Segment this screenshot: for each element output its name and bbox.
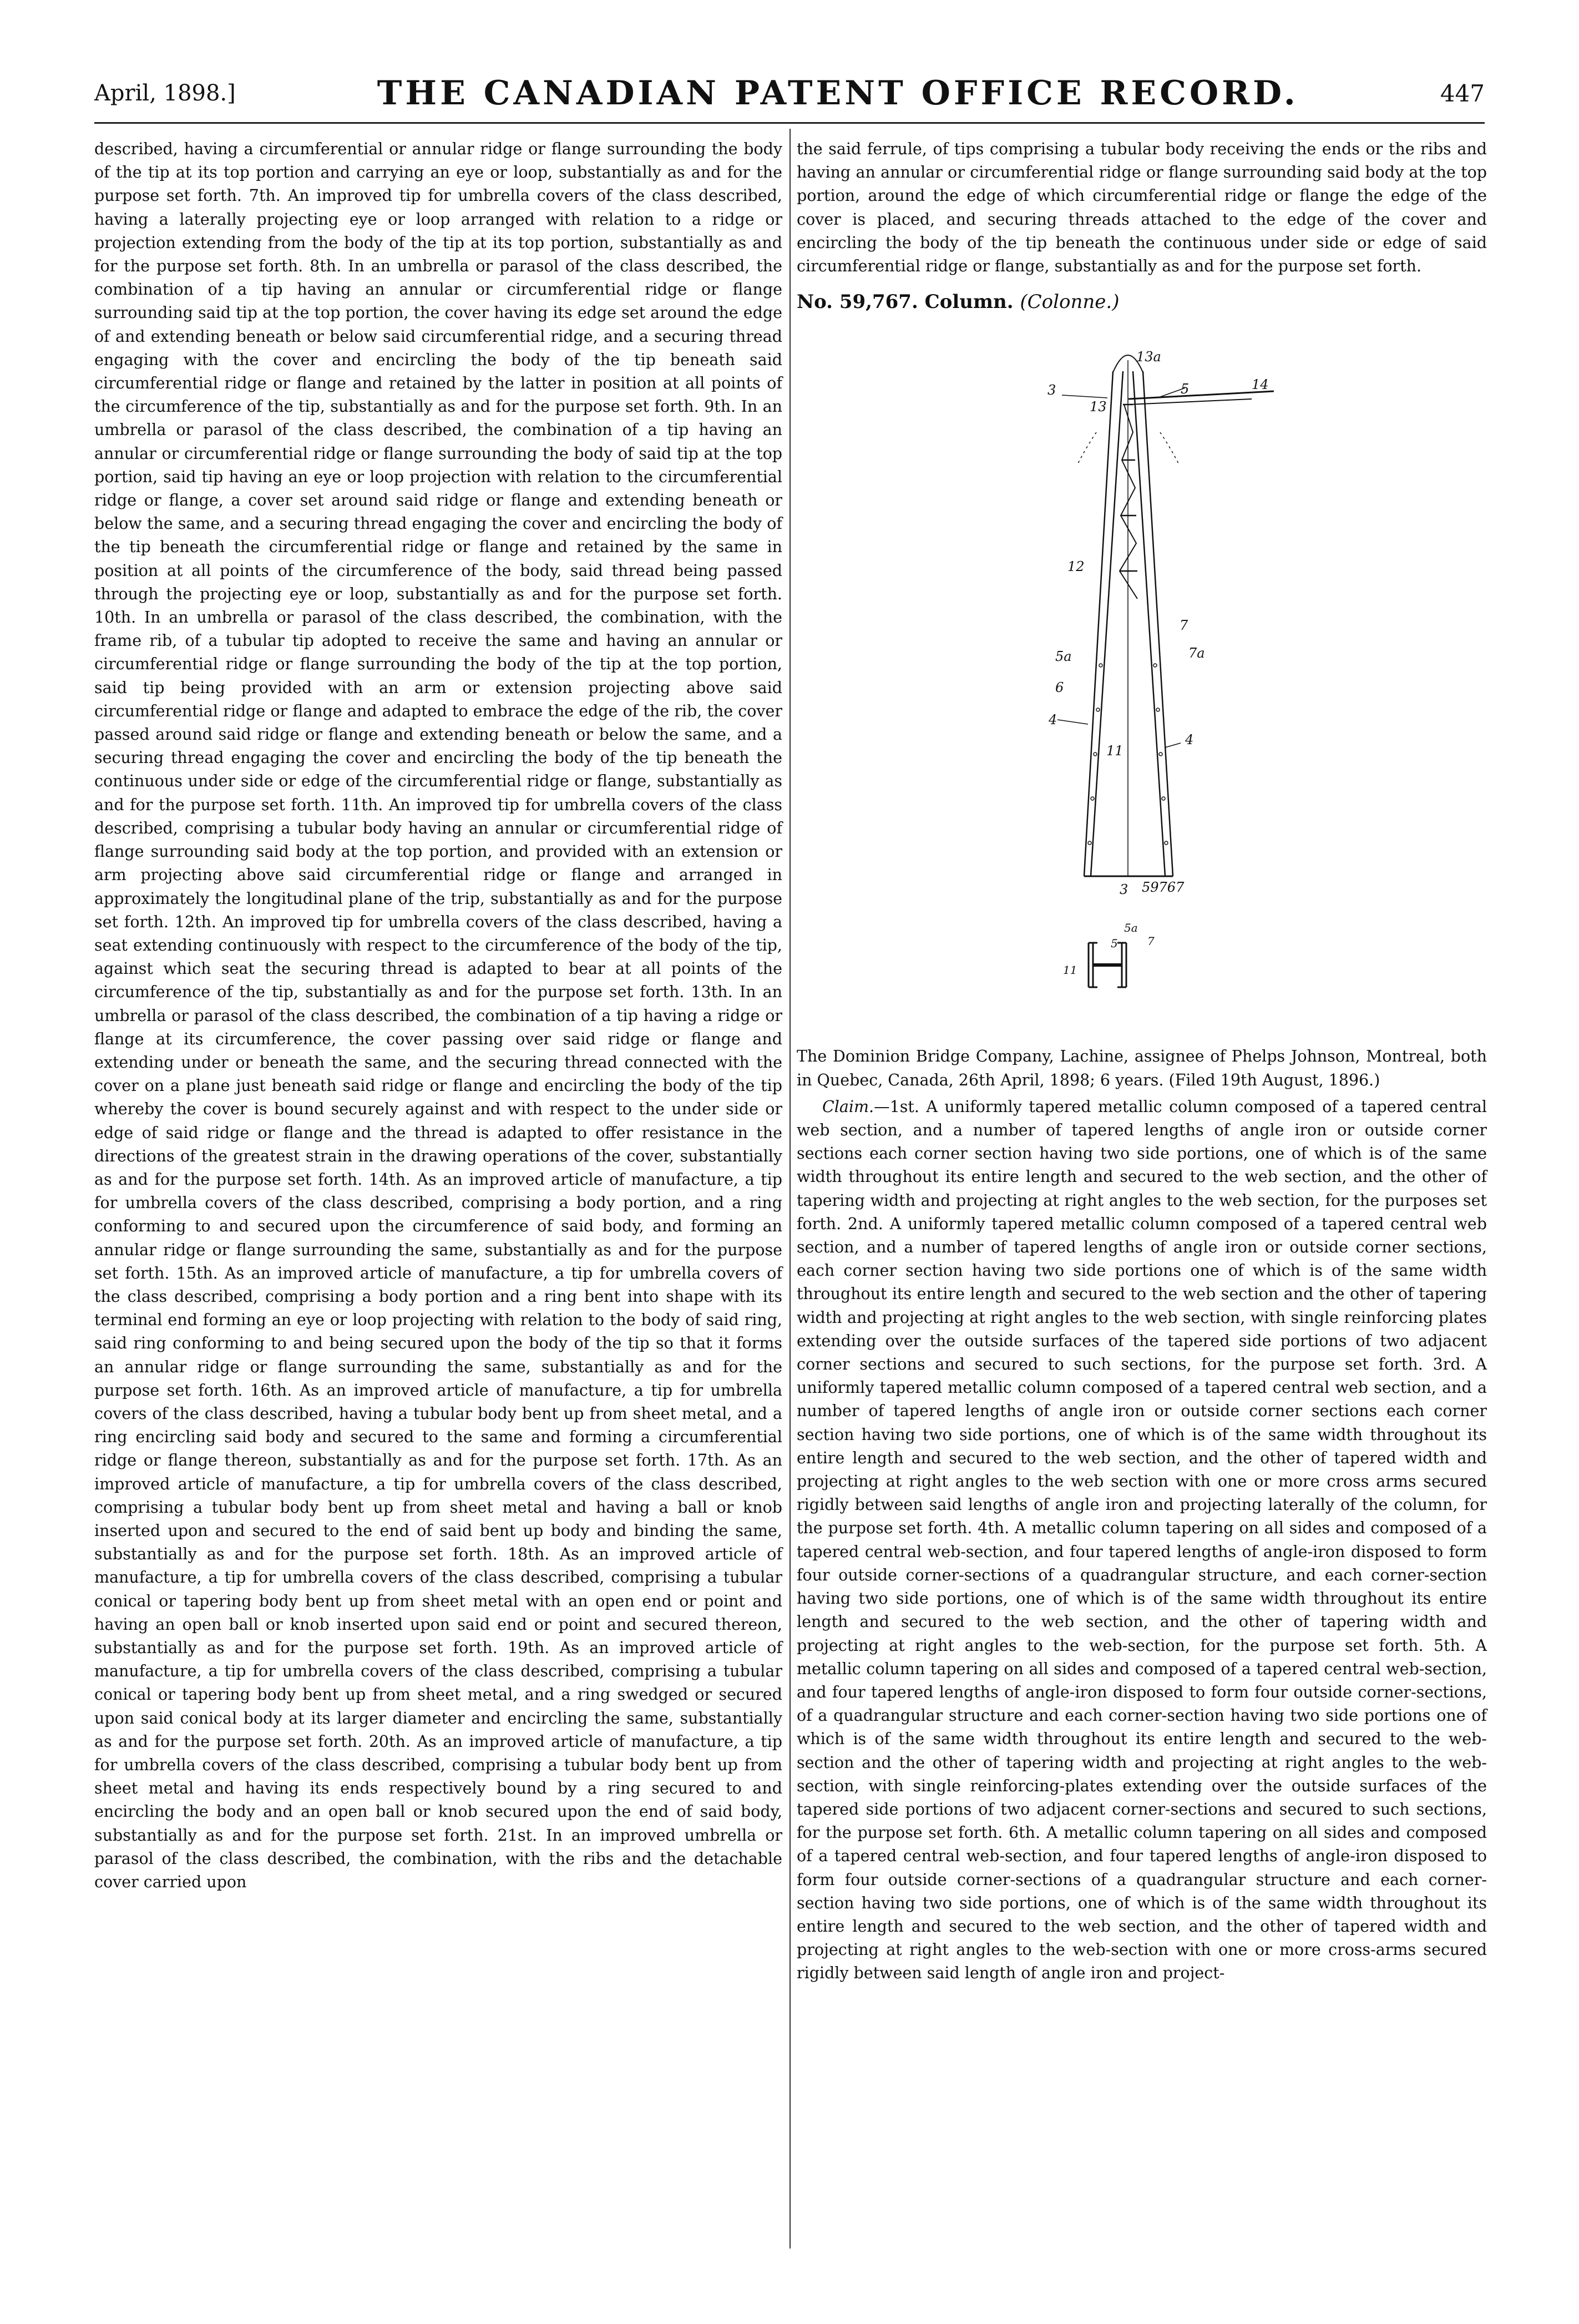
section-label-7: 7 (1147, 934, 1155, 948)
figure-labels (1047, 349, 1269, 977)
label-13: 13 (1090, 399, 1107, 415)
label-4-left: 4 (1049, 712, 1057, 728)
column-inner-left (1091, 371, 1123, 876)
label-7: 7 (1180, 618, 1188, 634)
column-drawing (797, 321, 1487, 1037)
section-label-11: 11 (1063, 963, 1077, 977)
column-divider (790, 129, 791, 2249)
patent-title: Column. (924, 291, 1014, 314)
page-header (94, 65, 1485, 121)
label-5: 5 (1181, 381, 1190, 397)
cross-section (1089, 943, 1126, 987)
header-rule (94, 122, 1485, 124)
label-6: 6 (1055, 680, 1064, 696)
label-7a: 7a (1188, 645, 1205, 661)
lattice-bracing (1120, 405, 1137, 599)
patent-figure (797, 321, 1487, 1037)
left-column (94, 138, 782, 1894)
label-13a: 13a (1136, 349, 1161, 365)
label-4-right: 4 (1185, 732, 1194, 748)
page-number: 447 (1440, 79, 1485, 107)
column-outer-left (1084, 371, 1113, 876)
section-label-5: 5 (1111, 937, 1118, 951)
patent-assignee: The Dominion Bridge Company, Lachine, assignee of Phelps Johnson, Montreal, both in Quebec, Canada, 26th April, 1898; 6 years. (Filed 19th August, 1896.) (797, 1047, 1487, 1089)
issue-date: April, 1898.] (94, 80, 236, 106)
label-3: 3 (1047, 382, 1056, 398)
label-3-bottom: 3 (1120, 882, 1128, 898)
figure-number: 59767 (1142, 880, 1185, 896)
label-14: 14 (1252, 377, 1269, 393)
patent-number: No. 59,767. (797, 291, 918, 314)
section-label-5a: 5a (1124, 921, 1138, 935)
label-11: 11 (1106, 743, 1123, 759)
label-5a: 5a (1055, 649, 1072, 665)
claim-label: Claim. (822, 1097, 874, 1116)
right-column (797, 138, 1487, 1985)
cross-arm (1128, 391, 1274, 399)
claims-text: —1st. A uniformly tapered metallic column composed of a tapered central web section, and a number of tapered lengths of angle iron or outside corner sections each corner section having two side portions, one of which is of the same width throughout its entire length and secured to the web section, and the other of tapering width and projecting at right angles to the web section, for the purposes set forth. 2nd. A uniformly tapered metallic column composed of a tapered central web section, and a number of tapered lengths of angle iron or outside corner sections, each corner section having two side portions one of which is of the same width throughout its entire length and secured to the web section and the other of tapering width and projecting at right angles to the web section, with single reinforcing plates extending over the outside surfaces of the tapered side portions of two adjacent corner sections and secured to such sections, for the purpose set forth. 3rd. A uniformly tapered metallic column composed of a tapered central web section, and a number of tapered lengths of angle iron or outside corner sections each corner section having two side portions, one of which is of the same width throughout its entire length and secured to the web section, and the other of tapered width and projecting at right angles to the web section with one or more cross arms secured rigidly between said lengths of angle iron and projecting laterally of the column, for the purpose set forth. 4th. A metallic column tapering on all sides and composed of a tapered central web-section, and four tapered lengths of angle-iron disposed to form four outside corner-sections of a quadrangular structure, and each corner-section having two side portions, one of which is of the same width throughout its entire length and secured to the web section, and the other of tapering width and projecting at right angles to the web-section, for the purpose set forth. 5th. A metallic column tapering on all sides and composed of a tapered central web-section, and four tapered lengths of angle-iron disposed to form four outside corner-sections, of a quadrangular structure and each corner-section having two side portions one of which is of the same width throughout its entire length and secured to the web-section and the other of tapering width and projecting at right angles to the web-section, with single reinforcing-plates extending over the outside surfaces of the tapered side portions of two adjacent corner-sections and secured to such sections, for the purpose set forth. 6th. A metallic column tapering on all sides and composed of a tapered central web-section, and four tapered lengths of angle-iron disposed to form four outside corner-sections of a quadrangular structure and each corner-section having two side portions, one of which is of the same width throughout its entire length and secured to the web section, and the other of tapered width and projecting at right angles to the web-section with one or more cross-arms secured rigidly between said length of angle iron and project- (797, 1097, 1487, 1983)
left-column-text: described, having a circumferential or annular ridge or flange surrounding the body of the tip at its top portion and carrying an eye or loop, substantially as and for the purpose set forth. 7th. An improved tip for umbrella covers of the class described, having a laterally projecting eye or loop arranged with relation to a ridge or projection extending from the body of the tip at its top portion, substantially as and for the purpose set forth. 8th. In an umbrella or parasol of the class described, the combination of a tip having an annular or circumferential ridge or flange surrounding said tip at the top portion, the cover having its edge set around the edge of and extending beneath or below said circumferential ridge, and a securing thread engaging with the cover and encircling the body of the tip beneath said circumferential ridge or flange and retained by the latter in position at all points of the circumference of the tip, substantially as and for the purpose set forth. 9th. In an umbrella or parasol of the class described, the combination of a tip having an annular or circumferential ridge or flange surrounding the body of said tip at the top portion, said tip having an eye or loop projection with relation to the circumferential ridge or flange, a cover set around said ridge or flange and extending beneath or below the same, and a securing thread engaging the cover and encircling the body of the tip beneath the circumferential ridge or flange and retained by the same in position at all points of the circumference of the body, said thread being passed through the projecting eye or loop, substantially as and for the purpose set forth. 10th. In an umbrella or parasol of the class described, the combination, with the frame rib, of a tubular tip adopted to receive the same and having an annular or circumferential ridge or flange surrounding the body of the tip at the top portion, said tip being provided with an arm or extension projecting above said circumferential ridge or flange and adapted to embrace the edge of the rib, the cover passed around said ridge or flange and extending beneath or below the same, and a securing thread engaging the cover and encircling the body of the tip beneath the continuous under side or edge of the circumferential ridge or flange, substantially as and for the purpose set forth. 11th. An improved tip for umbrella covers of the class described, comprising a tubular body having an annular or circumferential ridge of flange surrounding said body at the top portion, and provided with an extension or arm projecting above said circumferential ridge or flange and arranged in approximately the longitudinal plane of the trip, substantially as and for the purpose set forth. 12th. An improved tip for umbrella covers of the class described, having a seat extending continuously with respect to the circumference of the body of the tip, against which seat the securing thread is adapted to bear at all points of the circumference of the tip, substantially as and for the purpose set forth. 13th. In an umbrella or parasol of the class described, the combination of a tip having a ridge or flange at its circumference, the cover passing over said ridge or flange and extending under or beneath the same, and the securing thread connected with the cover on a plane just beneath said ridge or flange and encircling the body of the tip whereby the cover is bound securely against and with respect to the under side or edge of said ridge or flange and the thread is adapted to offer resistance in the directions of the greatest strain in the drawing operations of the cover, substantially as and for the purpose set forth. 14th. As an improved article of manufacture, a tip for umbrella covers of the class described, comprising a body portion, and a ring conforming to and secured upon the circumference of said body, and forming an annular ridge or flange surrounding the same, substantially as and for the purpose set forth. 15th. As an improved article of manufacture, a tip for umbrella covers of the class described, comprising a body portion and a ring bent into shape with its terminal end forming an eye or loop projecting with relation to the body of said ring, said ring conforming to and being secured upon the body of the tip so that it forms an annular ridge or flange surrounding the same, substantially as and for the purpose set forth. 16th. As an improved article of manufacture, a tip for umbrella covers of the class described, having a tubular body bent up from sheet metal, and a ring encircling said body and secured to the same and forming a circumferential ridge or flange thereon, substantially as and for the purpose set forth. 17th. As an improved article of manufacture, a tip for umbrella covers of the class described, comprising a tubular body bent up from sheet metal and having a ball or knob inserted upon and secured to the end of said bent up body and binding the same, substantially as and for the purpose set forth. 18th. As an improved article of manufacture, a tip for umbrella covers of the class described, comprising a tubular conical or tapering body bent up from sheet metal with an open end or point and having an open ball or knob inserted upon said end or point and secured thereon, substantially as and for the purpose set forth. 19th. As an improved article of manufacture, a tip for umbrella covers of the class described, comprising a tubular conical or tapering body bent up from sheet metal, and a ring swedged or secured upon said conical body at its larger diameter and encircling the same, substantially as and for the purpose set forth. 20th. As an improved article of manufacture, a tip for umbrella covers of the class described, comprising a tubular body bent up from sheet metal and having its ends respectively bound by a ring secured to and encircling the body and an open ball or knob secured upon the end of said body, substantially as and for the purpose set forth. 21st. In an improved umbrella or parasol of the class described, the combination, with the ribs and the detachable cover carried upon (94, 140, 782, 1892)
continued-claims-text: the said ferrule, of tips comprising a tubular body receiving the ends or the ribs and having an annular or circumferential ridge or flange surrounding said body at the top portion, around the edge of which circumferential ridge or flange the edge of the cover is placed, and securing threads attached to the edge of the cover and encircling the body of the tip beneath the continuous under side or edge of said circumferential ridge or flange, substantially as and for the purpose set forth. (797, 140, 1487, 276)
column-inner-right (1133, 371, 1165, 876)
publication-title: THE CANADIAN PATENT OFFICE RECORD. (377, 74, 1299, 113)
label-12: 12 (1067, 559, 1085, 575)
column-outer-right (1143, 371, 1173, 876)
patent-title-french: (Colonne.) (1020, 291, 1120, 314)
patent-claims (797, 1095, 1487, 1985)
patent-heading (797, 290, 1487, 314)
